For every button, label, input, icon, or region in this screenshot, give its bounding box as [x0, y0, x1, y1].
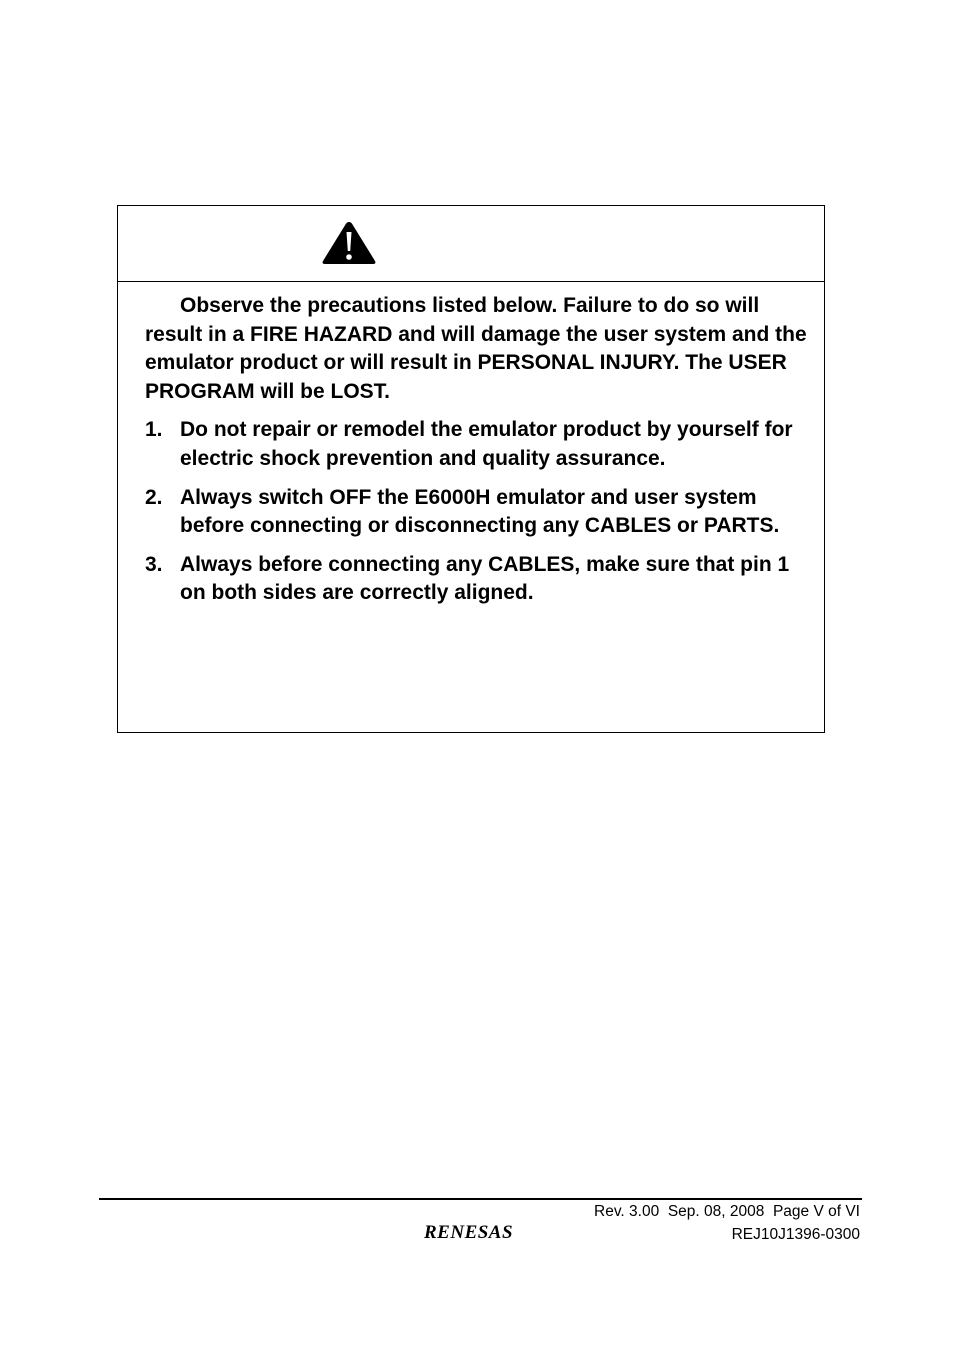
list-item	[145, 551, 815, 608]
item-text: Always before connecting any CABLES, make sure that pin 1 on both sides are correctly aligned.	[180, 552, 790, 605]
warning-header	[118, 206, 824, 282]
footer-doc-number: REJ10J1396-0300	[731, 1226, 860, 1243]
item-number: 3.	[145, 552, 163, 576]
warning-triangle-icon	[321, 220, 377, 266]
item-text: Do not repair or remodel the emulator product by yourself for electric shock prevention and quality assurance.	[180, 418, 793, 470]
item-text: Always switch OFF the E6000H emulator and user system before connecting or disconnecting any CABLES or PARTS.	[180, 485, 780, 538]
footer-rule	[99, 1198, 862, 1200]
svg-text:RENESAS: RENESAS	[424, 1222, 514, 1243]
list-item	[145, 484, 815, 541]
warning-box	[117, 205, 825, 733]
item-number: 1.	[145, 418, 163, 442]
precaution-list	[145, 416, 815, 608]
list-item	[145, 416, 815, 473]
footer-revision: Rev. 3.00 Sep. 08, 2008 Page V of VI	[594, 1203, 860, 1220]
warning-body	[145, 292, 815, 618]
item-number: 2.	[145, 485, 163, 509]
renesas-logo	[422, 1221, 542, 1243]
warning-intro: Observe the precautions listed below. Failure to do so will result in a FIRE HAZARD and will damage the user system and the emulator product or will result in PERSONAL INJURY. The USER PROGRAM will be LOST.	[145, 294, 807, 403]
